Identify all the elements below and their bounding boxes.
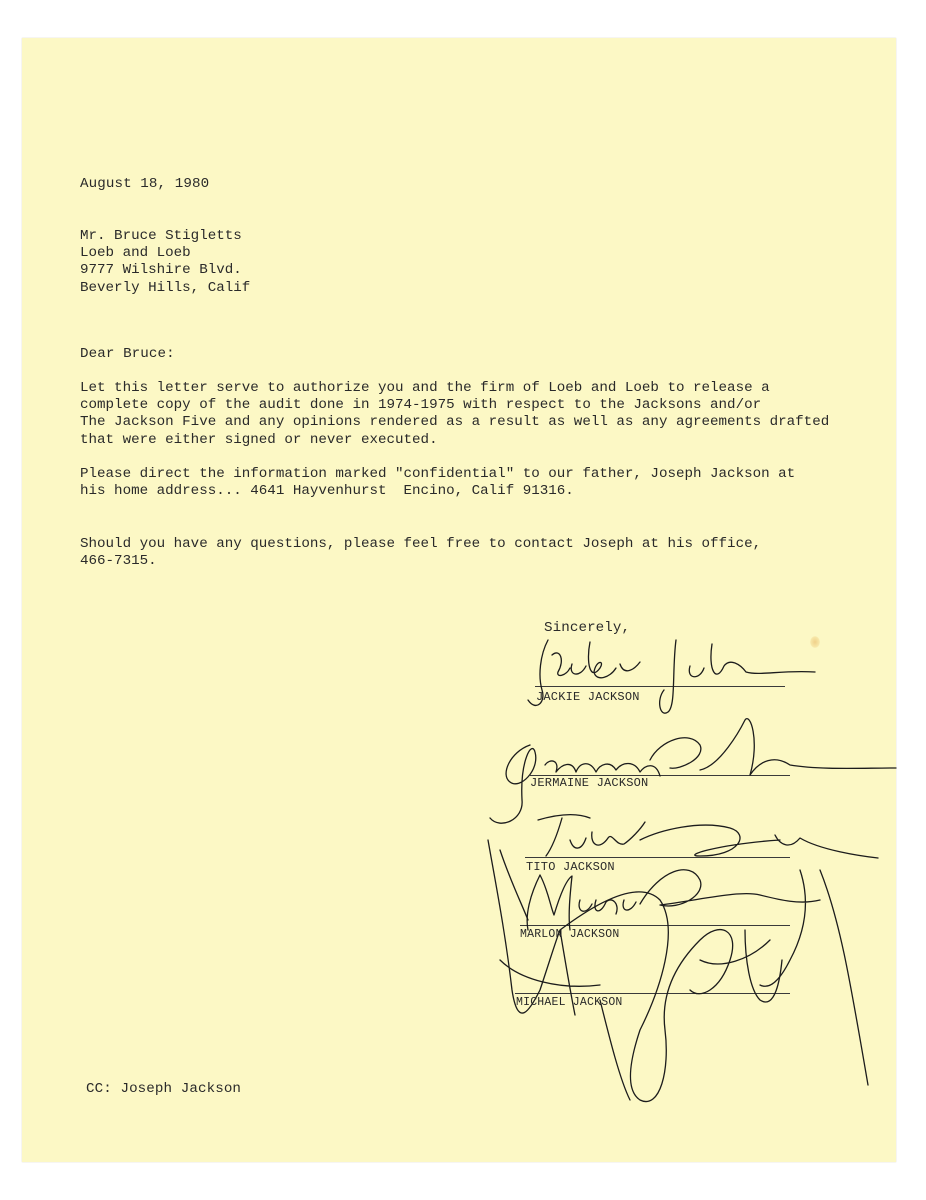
- paragraph-line: Please direct the information marked "confidential" to our father, Joseph Jackson at: [80, 466, 796, 482]
- recipient-name: Mr. Bruce Stigletts: [80, 228, 242, 244]
- paragraph-line: Let this letter serve to authorize you and the firm of Loeb and Loeb to release a: [80, 380, 770, 396]
- signatory-michael: MICHAEL JACKSON: [516, 996, 623, 1009]
- paragraph-line: 466-7315.: [80, 553, 157, 570]
- recipient-address: [80, 228, 250, 297]
- paper-stain: [810, 636, 820, 648]
- closing: Sincerely,: [544, 620, 631, 636]
- signatory-marlon: MARLON JACKSON: [520, 928, 620, 941]
- letter-date: August 18, 1980: [80, 176, 210, 192]
- recipient-firm: Loeb and Loeb: [80, 245, 191, 262]
- recipient-street: 9777 Wilshire Blvd.: [80, 262, 242, 279]
- signature-line-michael: [515, 993, 790, 994]
- signature-line-marlon: [520, 925, 790, 926]
- paragraph-line: Should you have any questions, please feel free to contact Joseph at his office,: [80, 536, 762, 552]
- cc-line: CC: Joseph Jackson: [86, 1081, 242, 1097]
- signature-line-tito: [525, 857, 790, 858]
- paragraph-line: The Jackson Five and any opinions rendered as a result as well as any agreements drafted: [80, 414, 830, 431]
- paragraph-line: complete copy of the audit done in 1974-1975 with respect to the Jacksons and/or: [80, 397, 762, 414]
- body-paragraph-1: [80, 380, 829, 449]
- signatory-jackie: JACKIE JACKSON: [536, 690, 640, 704]
- paragraph-line: that were either signed or never executed.: [80, 431, 438, 448]
- body-paragraph-2: [80, 466, 795, 500]
- paragraph-line: his home address... 4641 Hayvenhurst Encino, Calif 91316.: [80, 483, 574, 500]
- signatory-tito: TITO JACKSON: [526, 860, 615, 874]
- signatory-jermaine: JERMAINE JACKSON: [530, 776, 649, 790]
- signature-line-jackie: [535, 686, 785, 687]
- recipient-city: Beverly Hills, Calif: [80, 279, 251, 296]
- body-paragraph-3: [80, 536, 761, 570]
- salutation: Dear Bruce:: [80, 346, 175, 362]
